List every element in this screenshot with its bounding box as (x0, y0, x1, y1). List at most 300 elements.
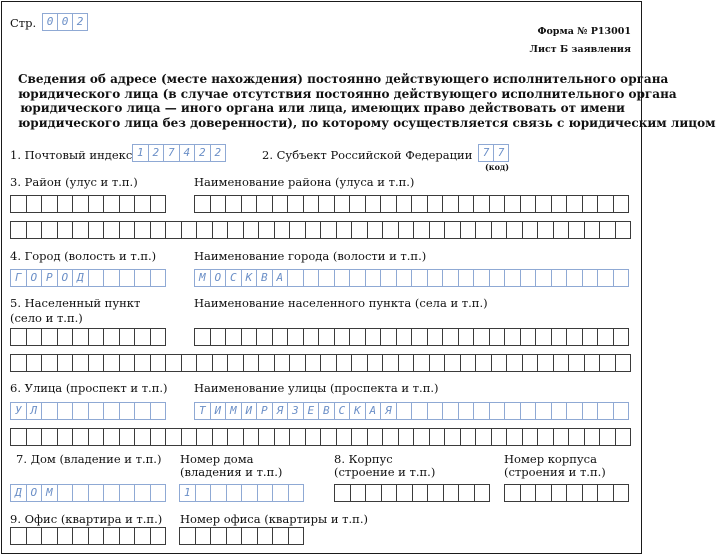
char-cell[interactable]: С (226, 269, 242, 287)
char-cell[interactable] (351, 484, 367, 502)
char-cell[interactable] (397, 269, 413, 287)
char-cell[interactable] (135, 428, 151, 446)
char-cell[interactable] (135, 328, 151, 346)
char-cell[interactable] (58, 328, 74, 346)
char-cell[interactable] (428, 269, 444, 287)
char-cell[interactable] (459, 195, 475, 213)
char-cell[interactable] (120, 428, 136, 446)
char-cell[interactable] (474, 328, 490, 346)
char-cell[interactable] (567, 402, 583, 420)
char-cell[interactable] (428, 484, 444, 502)
char-cell[interactable] (196, 527, 212, 545)
char-cell[interactable] (226, 328, 242, 346)
char-cell[interactable] (73, 328, 89, 346)
char-cell[interactable] (58, 354, 74, 372)
char-cell[interactable] (289, 527, 305, 545)
char-cell[interactable] (430, 428, 446, 446)
char-cell[interactable] (182, 354, 198, 372)
char-cell[interactable] (11, 195, 27, 213)
char-cell[interactable] (42, 402, 58, 420)
char-cell[interactable] (536, 484, 552, 502)
char-cell[interactable] (89, 402, 105, 420)
char-cell[interactable] (259, 428, 275, 446)
char-cell[interactable] (476, 428, 492, 446)
char-cell[interactable] (306, 354, 322, 372)
char-cell[interactable] (89, 269, 105, 287)
char-cell[interactable] (89, 527, 105, 545)
char-cell[interactable] (321, 354, 337, 372)
char-cell[interactable] (227, 484, 243, 502)
char-cell[interactable] (536, 328, 552, 346)
char-cell[interactable] (614, 328, 630, 346)
char-cell[interactable] (414, 221, 430, 239)
char-cell[interactable] (242, 527, 258, 545)
char-cell[interactable] (567, 195, 583, 213)
char-cell[interactable] (521, 195, 537, 213)
char-cell[interactable] (304, 269, 320, 287)
char-cell[interactable] (180, 527, 196, 545)
char-cell[interactable] (335, 269, 351, 287)
char-cell[interactable] (505, 484, 521, 502)
char-cell[interactable] (151, 195, 167, 213)
char-cell[interactable] (259, 354, 275, 372)
char-cell[interactable] (368, 354, 384, 372)
char-cell[interactable] (598, 484, 614, 502)
char-cell[interactable] (197, 428, 213, 446)
char-cell[interactable] (321, 221, 337, 239)
char-cell[interactable]: М (42, 484, 58, 502)
char-cell[interactable] (213, 428, 229, 446)
street-type-field[interactable] (10, 402, 166, 420)
char-cell[interactable] (507, 354, 523, 372)
char-cell[interactable] (552, 328, 568, 346)
char-cell[interactable] (552, 484, 568, 502)
char-cell[interactable] (211, 195, 227, 213)
char-cell[interactable] (474, 195, 490, 213)
char-cell[interactable]: Д (73, 269, 89, 287)
char-cell[interactable] (104, 484, 120, 502)
char-cell[interactable] (257, 328, 273, 346)
char-cell[interactable] (492, 354, 508, 372)
char-cell[interactable] (288, 328, 304, 346)
char-cell[interactable] (337, 354, 353, 372)
char-cell[interactable] (381, 195, 397, 213)
char-cell[interactable] (58, 402, 74, 420)
char-cell[interactable] (521, 402, 537, 420)
char-cell[interactable] (523, 221, 539, 239)
char-cell[interactable]: 4 (180, 144, 196, 162)
settlement-name-row1[interactable] (194, 328, 629, 346)
char-cell[interactable] (600, 428, 616, 446)
char-cell[interactable] (352, 221, 368, 239)
char-cell[interactable] (337, 428, 353, 446)
char-cell[interactable] (368, 428, 384, 446)
char-cell[interactable] (600, 354, 616, 372)
char-cell[interactable]: М (195, 269, 211, 287)
char-cell[interactable] (89, 428, 105, 446)
char-cell[interactable] (352, 354, 368, 372)
char-cell[interactable] (585, 428, 601, 446)
char-cell[interactable] (507, 428, 523, 446)
char-cell[interactable] (289, 484, 305, 502)
char-cell[interactable] (135, 484, 151, 502)
char-cell[interactable] (445, 428, 461, 446)
char-cell[interactable] (583, 269, 599, 287)
char-cell[interactable] (428, 195, 444, 213)
char-cell[interactable] (151, 484, 167, 502)
char-cell[interactable] (598, 195, 614, 213)
char-cell[interactable] (552, 195, 568, 213)
char-cell[interactable] (120, 484, 136, 502)
char-cell[interactable] (42, 354, 58, 372)
char-cell[interactable]: Т (195, 402, 211, 420)
char-cell[interactable] (382, 484, 398, 502)
char-cell[interactable] (366, 484, 382, 502)
street-name-row1[interactable] (194, 402, 629, 420)
district-name-row2[interactable] (10, 221, 631, 239)
char-cell[interactable]: Р (42, 269, 58, 287)
char-cell[interactable] (428, 402, 444, 420)
char-cell[interactable] (120, 527, 136, 545)
region-code-field[interactable] (478, 144, 509, 162)
char-cell[interactable] (598, 269, 614, 287)
char-cell[interactable] (11, 527, 27, 545)
char-cell[interactable] (492, 221, 508, 239)
char-cell[interactable] (476, 354, 492, 372)
char-cell[interactable] (381, 328, 397, 346)
char-cell[interactable] (569, 428, 585, 446)
char-cell[interactable] (335, 328, 351, 346)
char-cell[interactable] (475, 484, 491, 502)
char-cell[interactable] (195, 328, 211, 346)
char-cell[interactable] (490, 402, 506, 420)
char-cell[interactable] (151, 269, 167, 287)
char-cell[interactable] (197, 354, 213, 372)
char-cell[interactable] (11, 221, 27, 239)
char-cell[interactable]: 0 (43, 13, 58, 31)
char-cell[interactable]: 7 (494, 144, 509, 162)
char-cell[interactable] (258, 484, 274, 502)
char-cell[interactable]: И (211, 402, 227, 420)
char-cell[interactable] (459, 484, 475, 502)
char-cell[interactable] (290, 428, 306, 446)
char-cell[interactable] (306, 428, 322, 446)
char-cell[interactable]: У (11, 402, 27, 420)
char-cell[interactable] (275, 428, 291, 446)
char-cell[interactable] (135, 221, 151, 239)
char-cell[interactable] (614, 269, 630, 287)
house-number-field[interactable] (179, 484, 304, 502)
char-cell[interactable] (414, 354, 430, 372)
char-cell[interactable] (27, 221, 43, 239)
char-cell[interactable] (11, 328, 27, 346)
char-cell[interactable] (273, 195, 289, 213)
char-cell[interactable] (444, 484, 460, 502)
char-cell[interactable] (552, 269, 568, 287)
char-cell[interactable] (399, 354, 415, 372)
char-cell[interactable] (104, 428, 120, 446)
char-cell[interactable] (567, 484, 583, 502)
char-cell[interactable]: 1 (180, 484, 196, 502)
char-cell[interactable] (459, 328, 475, 346)
char-cell[interactable] (242, 195, 258, 213)
char-cell[interactable]: 2 (211, 144, 227, 162)
char-cell[interactable] (58, 221, 74, 239)
char-cell[interactable] (120, 402, 136, 420)
char-cell[interactable]: Д (11, 484, 27, 502)
char-cell[interactable] (461, 221, 477, 239)
char-cell[interactable] (538, 221, 554, 239)
char-cell[interactable] (135, 195, 151, 213)
char-cell[interactable] (350, 269, 366, 287)
char-cell[interactable] (490, 195, 506, 213)
char-cell[interactable]: 7 (479, 144, 494, 162)
char-cell[interactable] (583, 195, 599, 213)
char-cell[interactable] (104, 328, 120, 346)
char-cell[interactable] (536, 269, 552, 287)
char-cell[interactable] (430, 221, 446, 239)
char-cell[interactable] (352, 428, 368, 446)
char-cell[interactable] (412, 195, 428, 213)
char-cell[interactable] (166, 354, 182, 372)
char-cell[interactable] (120, 269, 136, 287)
char-cell[interactable] (73, 484, 89, 502)
char-cell[interactable] (366, 328, 382, 346)
char-cell[interactable] (151, 354, 167, 372)
char-cell[interactable] (383, 221, 399, 239)
char-cell[interactable]: Л (27, 402, 43, 420)
char-cell[interactable] (244, 221, 260, 239)
char-cell[interactable] (304, 328, 320, 346)
char-cell[interactable] (476, 221, 492, 239)
char-cell[interactable] (412, 269, 428, 287)
char-cell[interactable]: В (257, 269, 273, 287)
char-cell[interactable]: З (288, 402, 304, 420)
char-cell[interactable] (120, 195, 136, 213)
street-name-row2[interactable] (10, 428, 631, 446)
char-cell[interactable] (195, 195, 211, 213)
char-cell[interactable] (257, 195, 273, 213)
char-cell[interactable]: Я (381, 402, 397, 420)
char-cell[interactable] (104, 402, 120, 420)
char-cell[interactable] (598, 328, 614, 346)
char-cell[interactable] (135, 354, 151, 372)
char-cell[interactable]: Г (11, 269, 27, 287)
char-cell[interactable] (567, 328, 583, 346)
char-cell[interactable] (275, 221, 291, 239)
char-cell[interactable] (228, 354, 244, 372)
char-cell[interactable] (89, 354, 105, 372)
char-cell[interactable] (151, 402, 167, 420)
char-cell[interactable] (600, 221, 616, 239)
char-cell[interactable] (399, 221, 415, 239)
char-cell[interactable]: В (319, 402, 335, 420)
char-cell[interactable] (507, 221, 523, 239)
char-cell[interactable] (428, 328, 444, 346)
char-cell[interactable] (27, 428, 43, 446)
char-cell[interactable]: О (27, 269, 43, 287)
char-cell[interactable] (104, 195, 120, 213)
char-cell[interactable] (58, 484, 74, 502)
char-cell[interactable]: К (242, 269, 258, 287)
char-cell[interactable] (27, 328, 43, 346)
char-cell[interactable] (413, 484, 429, 502)
char-cell[interactable] (306, 221, 322, 239)
city-name-field[interactable] (194, 269, 629, 287)
char-cell[interactable] (211, 484, 227, 502)
char-cell[interactable] (242, 328, 258, 346)
postal-index-field[interactable] (132, 144, 226, 162)
char-cell[interactable] (337, 221, 353, 239)
char-cell[interactable] (554, 354, 570, 372)
char-cell[interactable] (614, 484, 630, 502)
char-cell[interactable] (42, 527, 58, 545)
char-cell[interactable] (474, 402, 490, 420)
char-cell[interactable] (490, 269, 506, 287)
char-cell[interactable]: Я (273, 402, 289, 420)
char-cell[interactable]: 7 (164, 144, 180, 162)
char-cell[interactable] (89, 328, 105, 346)
char-cell[interactable]: 1 (133, 144, 149, 162)
char-cell[interactable]: К (350, 402, 366, 420)
char-cell[interactable] (120, 328, 136, 346)
char-cell[interactable] (273, 527, 289, 545)
char-cell[interactable] (397, 195, 413, 213)
char-cell[interactable] (42, 221, 58, 239)
char-cell[interactable] (383, 354, 399, 372)
char-cell[interactable] (536, 402, 552, 420)
district-name-row1[interactable] (194, 195, 629, 213)
char-cell[interactable] (273, 484, 289, 502)
char-cell[interactable] (211, 527, 227, 545)
char-cell[interactable] (135, 402, 151, 420)
char-cell[interactable] (399, 428, 415, 446)
char-cell[interactable] (383, 428, 399, 446)
char-cell[interactable] (135, 527, 151, 545)
char-cell[interactable] (567, 269, 583, 287)
char-cell[interactable] (213, 221, 229, 239)
char-cell[interactable] (505, 269, 521, 287)
char-cell[interactable] (275, 354, 291, 372)
settlement-type-field[interactable] (10, 328, 166, 346)
char-cell[interactable] (151, 221, 167, 239)
char-cell[interactable] (73, 402, 89, 420)
char-cell[interactable] (288, 195, 304, 213)
district-type-field[interactable] (10, 195, 166, 213)
char-cell[interactable] (11, 428, 27, 446)
char-cell[interactable] (196, 484, 212, 502)
char-cell[interactable] (616, 354, 632, 372)
char-cell[interactable]: 2 (73, 13, 88, 31)
char-cell[interactable] (290, 354, 306, 372)
char-cell[interactable] (213, 354, 229, 372)
char-cell[interactable] (89, 484, 105, 502)
char-cell[interactable] (614, 195, 630, 213)
char-cell[interactable] (523, 354, 539, 372)
char-cell[interactable] (58, 428, 74, 446)
char-cell[interactable] (397, 402, 413, 420)
char-cell[interactable] (120, 354, 136, 372)
char-cell[interactable] (521, 484, 537, 502)
char-cell[interactable] (443, 328, 459, 346)
char-cell[interactable] (616, 428, 632, 446)
char-cell[interactable] (182, 428, 198, 446)
char-cell[interactable] (538, 354, 554, 372)
char-cell[interactable] (27, 527, 43, 545)
char-cell[interactable] (585, 354, 601, 372)
office-number-field[interactable] (179, 527, 304, 545)
char-cell[interactable] (350, 195, 366, 213)
char-cell[interactable] (536, 195, 552, 213)
settlement-name-row2[interactable] (10, 354, 631, 372)
char-cell[interactable] (304, 195, 320, 213)
char-cell[interactable] (242, 484, 258, 502)
char-cell[interactable] (492, 428, 508, 446)
char-cell[interactable] (135, 269, 151, 287)
building-number-field[interactable] (504, 484, 629, 502)
char-cell[interactable]: И (242, 402, 258, 420)
char-cell[interactable] (197, 221, 213, 239)
char-cell[interactable] (226, 195, 242, 213)
office-type-field[interactable] (10, 527, 166, 545)
char-cell[interactable] (321, 428, 337, 446)
char-cell[interactable] (73, 221, 89, 239)
char-cell[interactable] (319, 195, 335, 213)
char-cell[interactable] (461, 428, 477, 446)
char-cell[interactable] (273, 328, 289, 346)
char-cell[interactable]: А (366, 402, 382, 420)
char-cell[interactable] (104, 527, 120, 545)
char-cell[interactable] (414, 428, 430, 446)
page-number-field[interactable] (42, 13, 88, 31)
char-cell[interactable] (569, 354, 585, 372)
char-cell[interactable] (319, 328, 335, 346)
char-cell[interactable] (521, 328, 537, 346)
char-cell[interactable] (228, 428, 244, 446)
building-type-field[interactable] (334, 484, 490, 502)
char-cell[interactable] (445, 354, 461, 372)
char-cell[interactable] (569, 221, 585, 239)
char-cell[interactable]: Е (304, 402, 320, 420)
char-cell[interactable] (474, 269, 490, 287)
char-cell[interactable] (73, 354, 89, 372)
char-cell[interactable] (73, 428, 89, 446)
char-cell[interactable] (244, 354, 260, 372)
char-cell[interactable] (335, 484, 351, 502)
char-cell[interactable] (538, 428, 554, 446)
char-cell[interactable] (89, 195, 105, 213)
char-cell[interactable] (27, 195, 43, 213)
char-cell[interactable]: 0 (58, 13, 73, 31)
char-cell[interactable]: О (211, 269, 227, 287)
char-cell[interactable] (58, 527, 74, 545)
char-cell[interactable] (445, 221, 461, 239)
char-cell[interactable] (583, 484, 599, 502)
char-cell[interactable] (104, 221, 120, 239)
char-cell[interactable] (368, 221, 384, 239)
house-type-field[interactable] (10, 484, 166, 502)
char-cell[interactable] (258, 527, 274, 545)
char-cell[interactable] (397, 484, 413, 502)
char-cell[interactable] (461, 354, 477, 372)
char-cell[interactable] (151, 527, 167, 545)
char-cell[interactable] (227, 527, 243, 545)
char-cell[interactable] (554, 221, 570, 239)
char-cell[interactable] (366, 195, 382, 213)
char-cell[interactable] (505, 195, 521, 213)
char-cell[interactable] (166, 428, 182, 446)
char-cell[interactable] (598, 402, 614, 420)
